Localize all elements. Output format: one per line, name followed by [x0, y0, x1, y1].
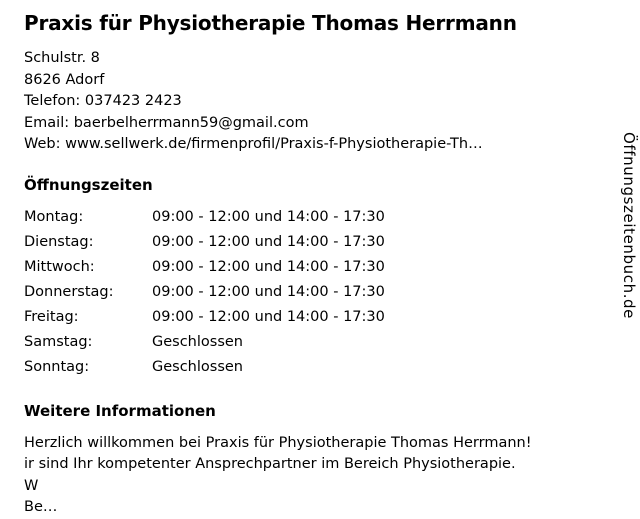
- table-row: [24, 258, 385, 283]
- hours-day-label: Donnerstag:: [24, 283, 114, 300]
- address-line-email: Email: baerbelherrmann59@gmail.com: [24, 114, 309, 131]
- hours-day-value: Geschlossen: [152, 358, 243, 375]
- info-line-4: Be…: [24, 499, 58, 515]
- hours-day-label: Dienstag:: [24, 233, 94, 250]
- business-card: [24, 10, 594, 519]
- address-line-city: 8626 Adorf: [24, 71, 105, 88]
- page-title: Praxis für Physiotherapie Thomas Herrmann: [24, 11, 517, 35]
- hours-day-label: Mittwoch:: [24, 258, 95, 275]
- hours-day-label: Montag:: [24, 208, 84, 225]
- hours-day-value: 09:00 - 12:00 und 14:00 - 17:30: [152, 233, 385, 250]
- hours-day-value: 09:00 - 12:00 und 14:00 - 17:30: [152, 308, 385, 325]
- table-row: [24, 283, 385, 308]
- hours-day-value: 09:00 - 12:00 und 14:00 - 17:30: [152, 283, 385, 300]
- hours-day-value: 09:00 - 12:00 und 14:00 - 17:30: [152, 258, 385, 275]
- further-information-text: [24, 433, 594, 519]
- info-line-1: Herzlich willkommen bei Praxis für Physiotherapie Thomas Herrmann!: [24, 434, 532, 451]
- info-line-2: ir sind Ihr kompetenter Ansprechpartner im Bereich Physiotherapie.: [24, 456, 516, 472]
- site-brand-vertical: Öffnungszeitenbuch.de: [620, 132, 638, 320]
- hours-day-label: Samstag:: [24, 333, 93, 350]
- address-block: [24, 48, 594, 156]
- further-information-heading: Weitere Informationen: [24, 401, 216, 420]
- address-line-street: Schulstr. 8: [24, 50, 100, 66]
- table-row: [24, 208, 385, 233]
- hours-day-value: Geschlossen: [152, 333, 243, 350]
- hours-day-value: 09:00 - 12:00 und 14:00 - 17:30: [152, 208, 385, 225]
- table-row: [24, 358, 385, 383]
- hours-day-label: Freitag:: [24, 308, 79, 325]
- table-row: [24, 333, 385, 358]
- info-line-3: W: [24, 477, 39, 494]
- hours-day-label: Sonntag:: [24, 358, 90, 375]
- table-row: [24, 308, 385, 333]
- address-line-phone: Telefon: 037423 2423: [24, 93, 182, 109]
- opening-hours-table: [24, 208, 385, 383]
- opening-hours-heading: Öffnungszeiten: [24, 175, 153, 194]
- table-row: [24, 233, 385, 258]
- address-line-web: Web: www.sellwerk.de/firmenprofil/Praxis-f-Physiotherapie-Th…: [24, 136, 483, 152]
